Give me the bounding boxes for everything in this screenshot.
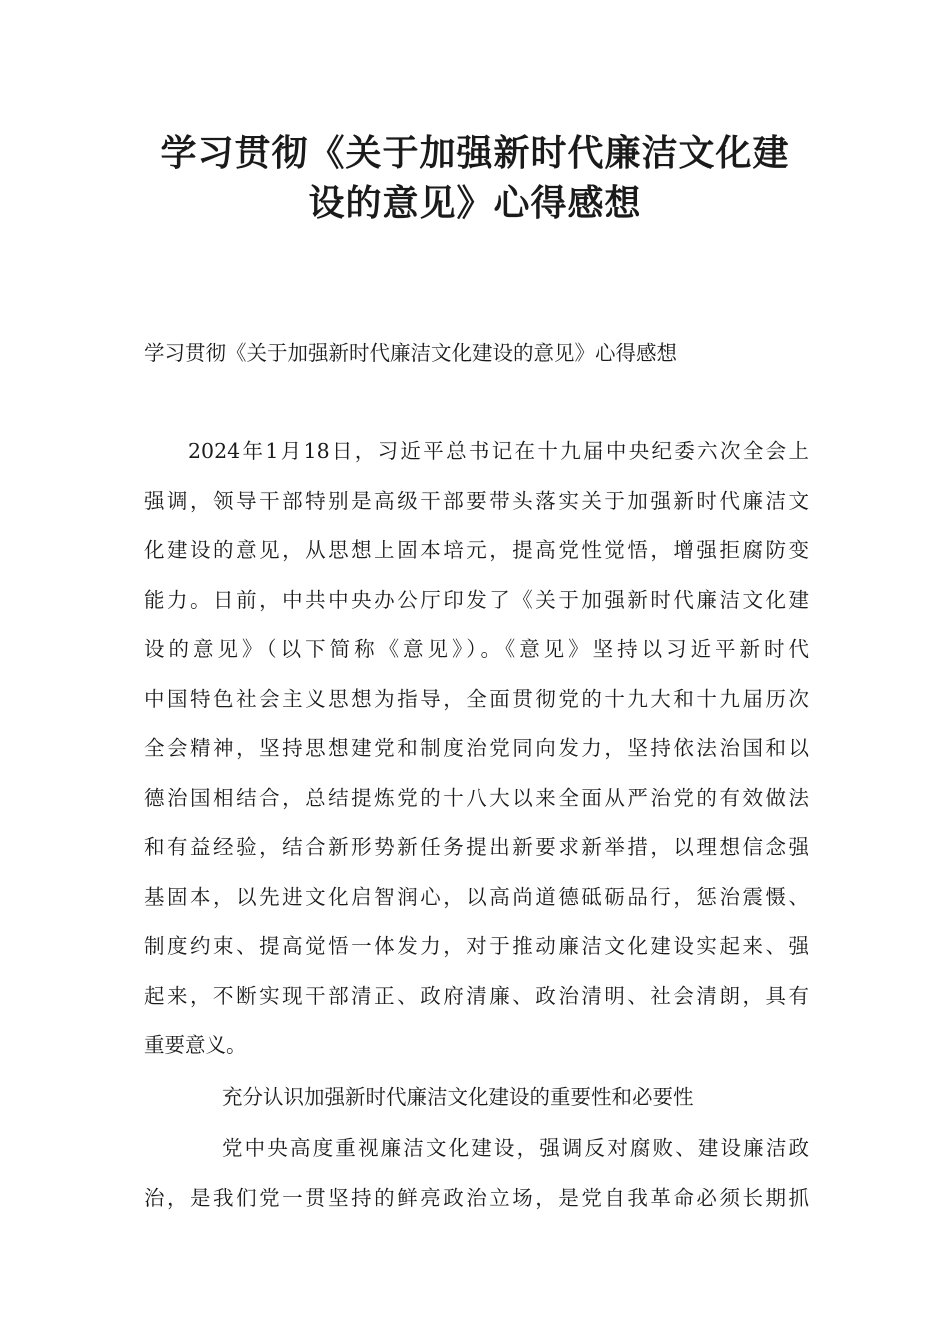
paragraph-2 xyxy=(144,1124,809,1223)
document-title-line-1: 学习贯彻《关于加强新时代廉洁文化建 xyxy=(160,133,790,174)
paragraph-line: 和有益经验，结合新形势新任务提出新要求新举措，以理想信念强 xyxy=(144,835,809,859)
paragraph-line: 起来，不断实现干部清正、政府清廉、政治清明、社会清朗，具有 xyxy=(144,983,809,1008)
paragraph-line: 全会精神，坚持思想建党和制度治党同向发力，坚持依法治国和以 xyxy=(144,736,809,760)
paragraph-1 xyxy=(144,427,809,1071)
section-heading: 充分认识加强新时代廉洁文化建设的重要性和必要性 xyxy=(222,1085,694,1109)
paragraph-line: 重要意义。 xyxy=(144,1033,247,1057)
paragraph-line: 制度约束、提高觉悟一体发力，对于推动廉洁文化建设实起来、强 xyxy=(144,934,809,958)
paragraph-line: 德治国相结合，总结提炼党的十八大以来全面从严治党的有效做法 xyxy=(144,785,809,810)
paragraph-line: 基固本，以先进文化启智润心，以高尚道德砥砺品行，惩治震慑、 xyxy=(144,884,809,909)
paragraph-line: 化建设的意见，从思想上固本培元，提高党性觉悟，增强拒腐防变 xyxy=(144,538,809,562)
document-subtitle: 学习贯彻《关于加强新时代廉洁文化建设的意见》心得感想 xyxy=(144,341,677,365)
paragraph-line: 党中央高度重视廉洁文化建设，强调反对腐败、建设廉洁政 xyxy=(222,1136,809,1160)
paragraph-line: 2024年1月18日，习近平总书记在十九届中央纪委六次全会上 xyxy=(188,439,809,463)
paragraph-line: 治，是我们党一贯坚持的鲜亮政治立场，是党自我革命必须长期抓 xyxy=(144,1185,809,1210)
paragraph-line: 强调，领导干部特别是高级干部要带头落实关于加强新时代廉洁文 xyxy=(144,488,809,513)
paragraph-line: 设的意见》（以下简称《意见》）。《意见》坚持以习近平新时代 xyxy=(144,637,809,661)
document-title-line-2: 设的意见》心得感想 xyxy=(308,183,642,224)
paragraph-line: 能力。日前，中共中央办公厅印发了《关于加强新时代廉洁文化建 xyxy=(144,587,809,612)
paragraph-line: 中国特色社会主义思想为指导，全面贯彻党的十九大和十九届历次 xyxy=(144,686,809,711)
